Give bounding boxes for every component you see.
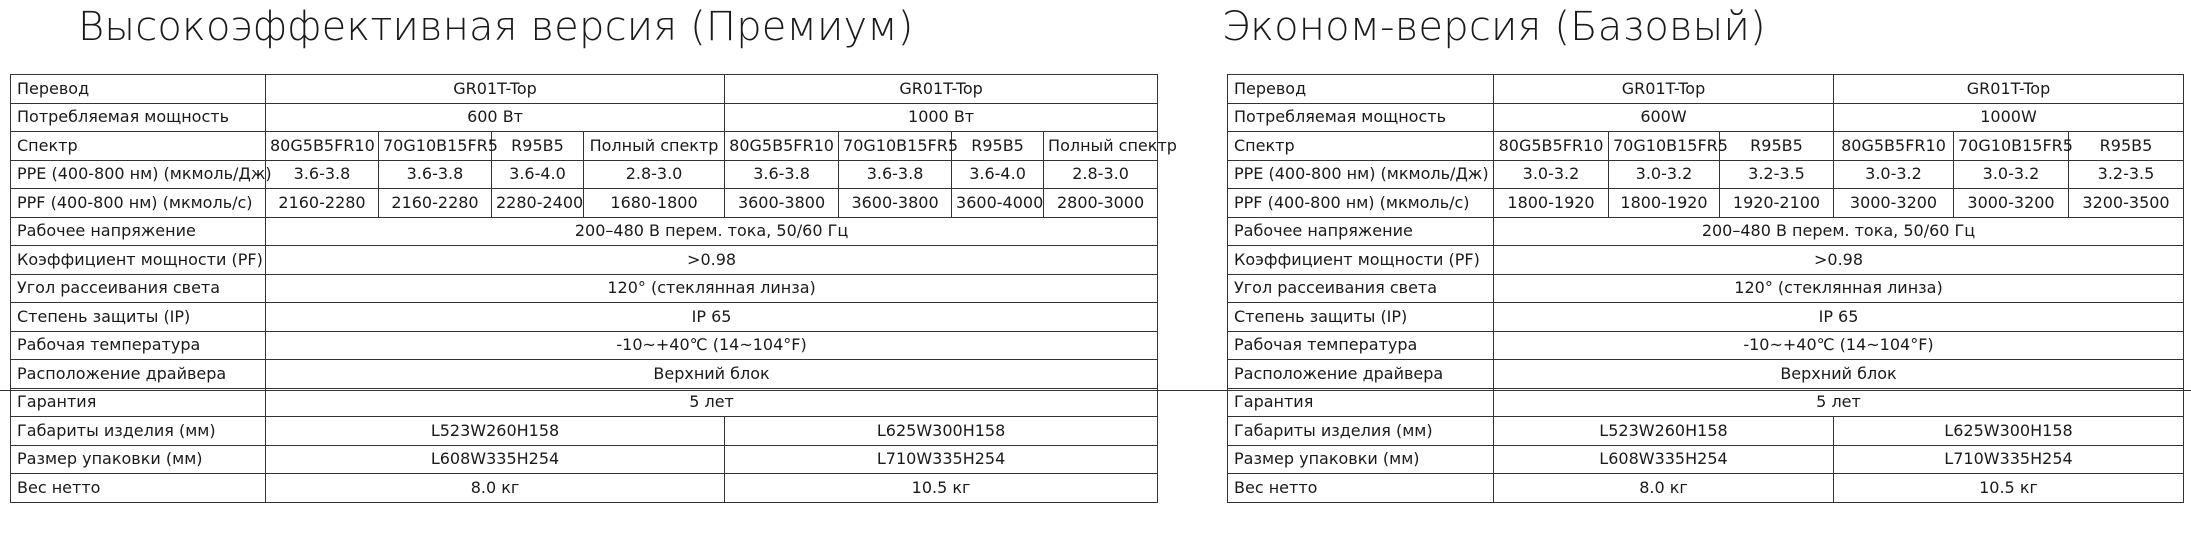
spec-value: 3000-3200	[1954, 189, 2069, 218]
spec-value: R95B5	[2069, 132, 2184, 161]
spec-value: 1920-2100	[1720, 189, 1834, 218]
row-label: Коэффициент мощности (PF)	[11, 246, 266, 275]
spec-value: 5 лет	[266, 388, 1158, 417]
row-label: Потребляемая мощность	[11, 103, 266, 132]
table-row	[1228, 274, 2184, 303]
table-row	[11, 274, 1158, 303]
spec-value: 200–480 В перем. тока, 50/60 Гц	[266, 217, 1158, 246]
divider-line	[0, 390, 2191, 391]
table-row	[11, 417, 1158, 446]
spec-value: L710W335H254	[1834, 445, 2184, 474]
table-row	[1228, 103, 2184, 132]
spec-value: L608W335H254	[266, 445, 725, 474]
spec-value: 10.5 кг	[1834, 474, 2184, 503]
economy-spec-table	[1227, 74, 2184, 503]
spec-value: -10~+40℃ (14~104°F)	[1494, 331, 2184, 360]
spec-value: GR01T-Top	[1834, 75, 2184, 104]
spec-value: 80G5B5FR10	[1494, 132, 1609, 161]
row-label: Спектр	[1228, 132, 1494, 161]
spec-value: 2.8-3.0	[1044, 160, 1158, 189]
table-row	[1228, 217, 2184, 246]
row-label: Гарантия	[1228, 388, 1494, 417]
row-label: PPF (400-800 нм) (мкмоль/с)	[11, 189, 266, 218]
table-row	[1228, 474, 2184, 503]
spec-value: L625W300H158	[725, 417, 1158, 446]
row-label: Размер упаковки (мм)	[11, 445, 266, 474]
spec-value: Верхний блок	[1494, 360, 2184, 389]
spec-value: >0.98	[1494, 246, 2184, 275]
row-label: Перевод	[11, 75, 266, 104]
spec-value: L710W335H254	[725, 445, 1158, 474]
premium-spec-table	[10, 74, 1177, 503]
table-row	[11, 360, 1158, 389]
spec-value: >0.98	[266, 246, 1158, 275]
table-row	[1228, 303, 2184, 332]
spec-value: 3.6-3.8	[725, 160, 839, 189]
spec-value: 3.6-4.0	[492, 160, 584, 189]
spec-value: R95B5	[492, 132, 584, 161]
row-label: Рабочая температура	[11, 331, 266, 360]
spec-value: 600 Вт	[266, 103, 725, 132]
table-row	[1228, 246, 2184, 275]
table-row	[1228, 360, 2184, 389]
spec-value: L523W260H158	[266, 417, 725, 446]
table-row	[1228, 388, 2184, 417]
row-label: Гарантия	[11, 388, 266, 417]
table-row	[11, 103, 1158, 132]
spec-value: 2.8-3.0	[584, 160, 725, 189]
spec-value: 120° (стеклянная линза)	[266, 274, 1158, 303]
table-row	[11, 474, 1158, 503]
spec-value: 80G5B5FR10	[725, 132, 839, 161]
table-row	[11, 75, 1158, 104]
spec-value: 5 лет	[1494, 388, 2184, 417]
table-row	[11, 132, 1158, 161]
spec-value: 8.0 кг	[1494, 474, 1834, 503]
table-row	[1228, 75, 2184, 104]
spec-value: 80G5B5FR10	[1834, 132, 1954, 161]
spec-value: 3600-3800	[725, 189, 839, 218]
row-label: Угол рассеивания света	[1228, 274, 1494, 303]
row-label: Расположение драйвера	[1228, 360, 1494, 389]
spec-value: 70G10B15FR5	[839, 132, 952, 161]
table-row	[11, 189, 1158, 218]
spec-value: 1680-1800	[584, 189, 725, 218]
spec-value: 10.5 кг	[725, 474, 1158, 503]
row-label: Рабочее напряжение	[1228, 217, 1494, 246]
spec-value: GR01T-Top	[266, 75, 725, 104]
row-label: PPF (400-800 нм) (мкмоль/с)	[1228, 189, 1494, 218]
row-label: Размер упаковки (мм)	[1228, 445, 1494, 474]
row-label: Габариты изделия (мм)	[11, 417, 266, 446]
spec-value: L625W300H158	[1834, 417, 2184, 446]
table-row	[11, 217, 1158, 246]
row-label: PPE (400-800 нм) (мкмоль/Дж)	[11, 160, 266, 189]
spec-value: 3200-3500	[2069, 189, 2184, 218]
row-label: Степень защиты (IP)	[11, 303, 266, 332]
table-row	[1228, 445, 2184, 474]
spec-value: 600W	[1494, 103, 1834, 132]
table-row	[1228, 160, 2184, 189]
row-label: Рабочее напряжение	[11, 217, 266, 246]
table-row	[11, 246, 1158, 275]
spec-value: 70G10B15FR5	[1954, 132, 2069, 161]
spec-value: 80G5B5FR10	[266, 132, 379, 161]
row-label: Коэффициент мощности (PF)	[1228, 246, 1494, 275]
table-row	[11, 445, 1158, 474]
row-label: Вес нетто	[1228, 474, 1494, 503]
row-label: Рабочая температура	[1228, 331, 1494, 360]
spec-value: 3.0-3.2	[1834, 160, 1954, 189]
spec-value: 3.0-3.2	[1494, 160, 1609, 189]
table-row	[1228, 331, 2184, 360]
spec-value: Верхний блок	[266, 360, 1158, 389]
spec-value: GR01T-Top	[725, 75, 1158, 104]
table-row	[1228, 417, 2184, 446]
spec-value: 70G10B15FR5	[379, 132, 492, 161]
spec-value: 3.2-3.5	[2069, 160, 2184, 189]
spec-value: IP 65	[1494, 303, 2184, 332]
spec-value: 3.2-3.5	[1720, 160, 1834, 189]
table-row	[1228, 132, 2184, 161]
row-label: Угол рассеивания света	[11, 274, 266, 303]
table-row	[11, 388, 1158, 417]
spec-value: L523W260H158	[1494, 417, 1834, 446]
spec-value: 2800-3000	[1044, 189, 1158, 218]
spec-value: 3600-3800	[839, 189, 952, 218]
spec-value: 1800-1920	[1609, 189, 1720, 218]
spec-value: 2280-2400	[492, 189, 584, 218]
spec-value: GR01T-Top	[1494, 75, 1834, 104]
table-row	[11, 160, 1158, 189]
row-label: Расположение драйвера	[11, 360, 266, 389]
spec-value: IP 65	[266, 303, 1158, 332]
spec-value: 200–480 В перем. тока, 50/60 Гц	[1494, 217, 2184, 246]
row-label: Степень защиты (IP)	[1228, 303, 1494, 332]
spec-value: 3.6-3.8	[379, 160, 492, 189]
spec-value: R95B5	[952, 132, 1044, 161]
spec-value: 70G10B15FR5	[1609, 132, 1720, 161]
spec-value: 8.0 кг	[266, 474, 725, 503]
economy-title: Эконом-версия (Базовый)	[1222, 4, 1766, 50]
spec-value: 3.6-3.8	[266, 160, 379, 189]
spec-value: 120° (стеклянная линза)	[1494, 274, 2184, 303]
spec-value: R95B5	[1720, 132, 1834, 161]
spec-value: 2160-2280	[266, 189, 379, 218]
spec-value: L608W335H254	[1494, 445, 1834, 474]
spec-value: Полный спектр	[584, 132, 725, 161]
table-row	[11, 331, 1158, 360]
spec-value: 2160-2280	[379, 189, 492, 218]
table-row	[1228, 189, 2184, 218]
spec-value: -10~+40℃ (14~104°F)	[266, 331, 1158, 360]
row-label: Вес нетто	[11, 474, 266, 503]
spec-value: 1000 Вт	[725, 103, 1158, 132]
spec-value: 3.6-3.8	[839, 160, 952, 189]
spec-value: 1800-1920	[1494, 189, 1609, 218]
spec-value: Полный спектр	[1044, 132, 1158, 161]
spec-value: 3.0-3.2	[1954, 160, 2069, 189]
spec-value: 3000-3200	[1834, 189, 1954, 218]
row-label: Потребляемая мощность	[1228, 103, 1494, 132]
row-label: Габариты изделия (мм)	[1228, 417, 1494, 446]
spec-value: 3600-4000	[952, 189, 1044, 218]
row-label: Спектр	[11, 132, 266, 161]
spec-value: 1000W	[1834, 103, 2184, 132]
spec-value: 3.6-4.0	[952, 160, 1044, 189]
row-label: PPE (400-800 нм) (мкмоль/Дж)	[1228, 160, 1494, 189]
row-label: Перевод	[1228, 75, 1494, 104]
premium-title: Высокоэффективная версия (Премиум)	[78, 4, 914, 50]
spec-value: 3.0-3.2	[1609, 160, 1720, 189]
table-row	[11, 303, 1158, 332]
